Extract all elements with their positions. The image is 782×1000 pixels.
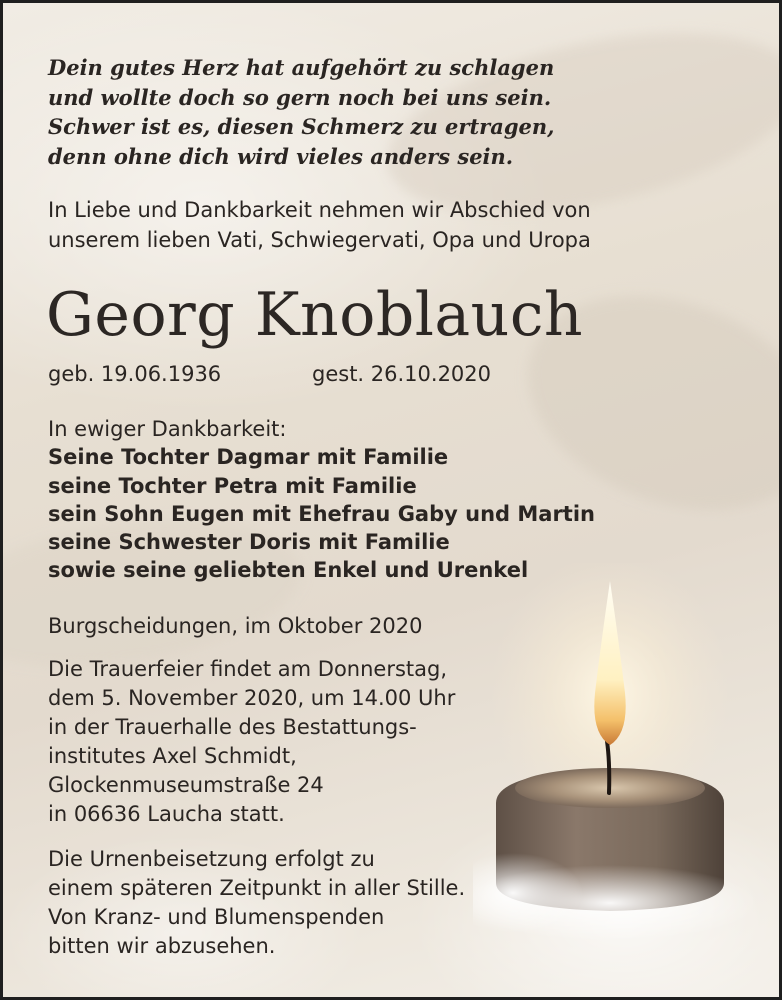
urn-burial-notice — [48, 845, 465, 961]
funeral-notice — [48, 655, 455, 829]
funeral-line: institutes Axel Schmidt, — [48, 744, 297, 768]
funeral-line: Glockenmuseumstraße 24 — [48, 773, 324, 797]
poem-line: Dein gutes Herz hat aufgehört zu schlagen — [48, 55, 555, 80]
mourner-entry: sowie seine geliebten Enkel und Urenkel — [48, 558, 529, 583]
birth-date: geb. 19.06.1936 — [48, 362, 222, 386]
death-date: gest. 26.10.2020 — [312, 362, 492, 386]
mourners-list — [48, 415, 595, 585]
place-date: Burgscheidungen, im Oktober 2020 — [48, 614, 423, 638]
intro-line: unserem lieben Vati, Schwiegervati, Opa und Uropa — [48, 228, 591, 252]
mourner-entry: sein Sohn Eugen mit Ehefrau Gaby und Martin — [48, 501, 595, 526]
poem-line: Schwer ist es, diesen Schmerz zu ertragen, — [48, 114, 555, 139]
funeral-line: in 06636 Laucha statt. — [48, 802, 285, 826]
deceased-name: Georg Knoblauch — [46, 280, 584, 350]
intro-line: In Liebe und Dankbarkeit nehmen wir Abschied von — [48, 198, 591, 222]
candle-illustration — [473, 563, 753, 943]
funeral-line: in der Trauerhalle des Bestattungs- — [48, 715, 417, 739]
funeral-line: dem 5. November 2020, um 14.00 Uhr — [48, 686, 456, 710]
poem-line: denn ohne dich wird vieles anders sein. — [48, 143, 514, 169]
wick — [607, 741, 609, 793]
poem — [48, 53, 554, 171]
poem-line: und wollte doch so gern noch bei uns sein. — [48, 84, 552, 110]
mourner-entry: seine Schwester Doris mit Familie — [48, 530, 450, 555]
farewell-intro — [48, 195, 591, 255]
urn-line: Die Urnenbeisetzung erfolgt zu — [48, 847, 375, 871]
urn-line: bitten wir abzusehen. — [48, 934, 276, 958]
urn-line: Von Kranz- und Blumenspenden — [48, 905, 385, 929]
mourners-heading: In ewiger Dankbarkeit: — [48, 417, 287, 441]
mourner-entry: Seine Tochter Dagmar mit Familie — [48, 445, 449, 470]
funeral-line: Die Trauerfeier findet am Donnerstag, — [48, 657, 448, 681]
urn-line: einem späteren Zeitpunkt in aller Stille. — [48, 876, 466, 900]
mourner-entry: seine Tochter Petra mit Familie — [48, 473, 417, 498]
